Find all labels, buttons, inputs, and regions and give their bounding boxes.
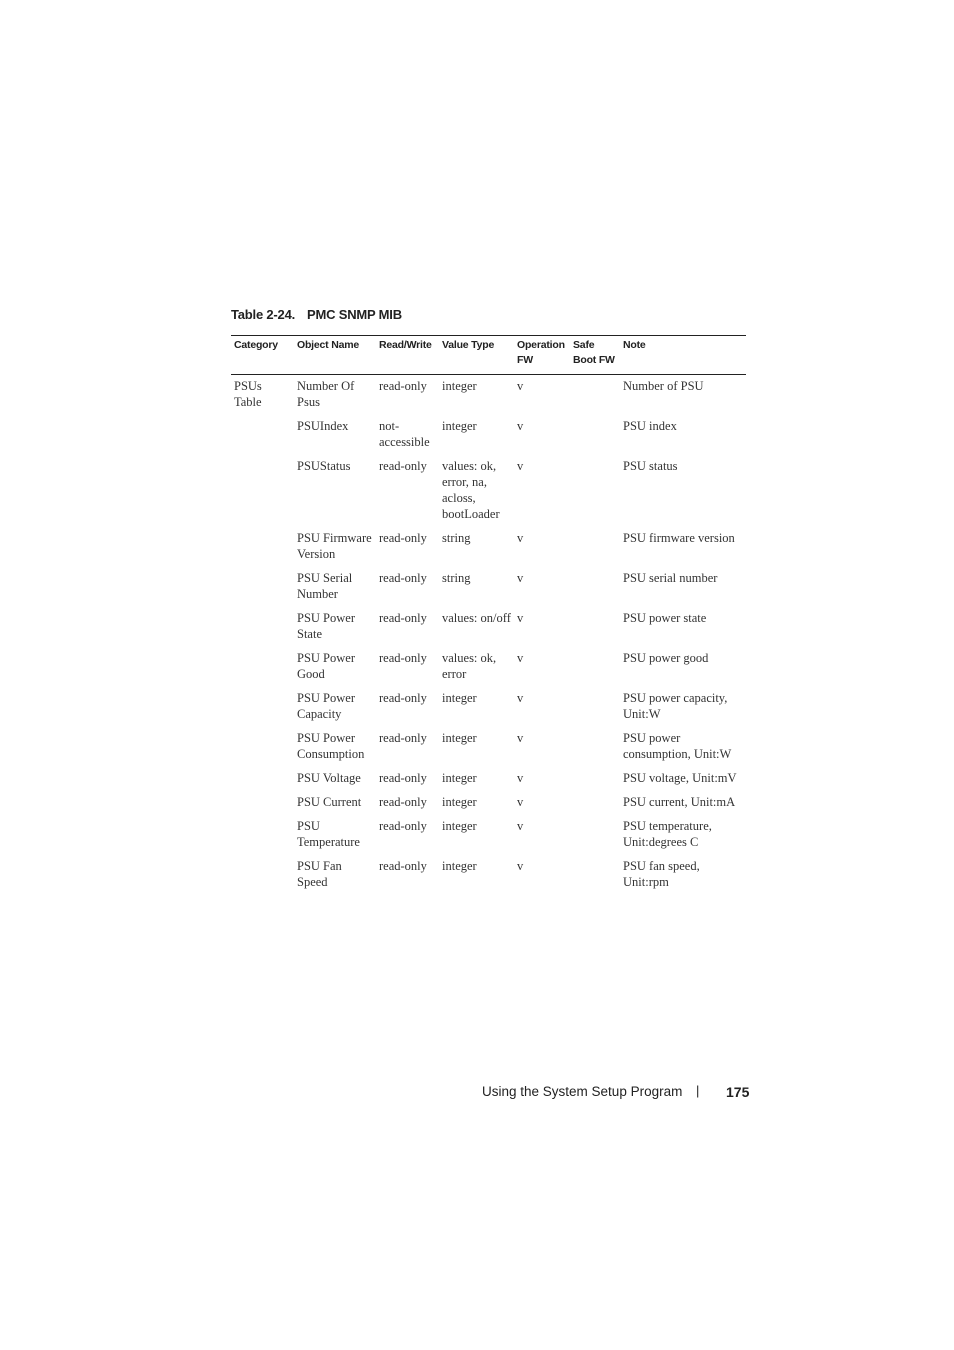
cell-read-write: read-only bbox=[379, 459, 427, 473]
cell-object-name: PSUStatus bbox=[297, 459, 351, 473]
table-row bbox=[231, 650, 746, 690]
cell-safe-boot-fw bbox=[570, 650, 620, 690]
cell-read-write: read-only bbox=[379, 531, 427, 545]
header-object-name: Object Name bbox=[297, 339, 359, 351]
cell-note: PSU power consumption, Unit:W bbox=[623, 731, 732, 761]
table-header bbox=[231, 336, 746, 375]
table-caption-title: PMC SNMP MIB bbox=[307, 307, 402, 322]
footer-separator: | bbox=[696, 1083, 700, 1098]
cell-safe-boot-fw bbox=[570, 818, 620, 858]
cell-safe-boot-fw bbox=[570, 375, 620, 419]
header-safe-boot-fw: Safe Boot FW bbox=[573, 339, 615, 366]
cell-note: PSU temperature, Unit:degrees C bbox=[623, 819, 712, 849]
cell-category bbox=[231, 530, 294, 570]
table-row bbox=[231, 458, 746, 530]
cell-object-name: PSU Power Capacity bbox=[297, 691, 355, 721]
table-row bbox=[231, 530, 746, 570]
table-row bbox=[231, 818, 746, 858]
cell-operation-fw: v bbox=[517, 819, 524, 833]
cell-category bbox=[231, 458, 294, 530]
cell-note: PSU fan speed, Unit:rpm bbox=[623, 859, 700, 889]
cell-read-write: read-only bbox=[379, 795, 427, 809]
cell-read-write: not-accessible bbox=[379, 419, 430, 449]
cell-note: PSU power capacity, Unit:W bbox=[623, 691, 728, 721]
cell-note: PSU firmware version bbox=[623, 531, 735, 545]
cell-object-name: PSU Serial Number bbox=[297, 571, 353, 601]
cell-value-type: string bbox=[442, 571, 471, 585]
table-row bbox=[231, 770, 746, 794]
cell-object-name: PSU Temperature bbox=[297, 819, 360, 849]
cell-note: PSU power state bbox=[623, 611, 707, 625]
cell-value-type: integer bbox=[442, 771, 477, 785]
cell-object-name: PSU Voltage bbox=[297, 771, 361, 785]
table-body bbox=[231, 375, 746, 899]
cell-object-name: PSU Power State bbox=[297, 611, 355, 641]
cell-read-write: read-only bbox=[379, 859, 427, 873]
cell-category bbox=[231, 730, 294, 770]
cell-read-write: read-only bbox=[379, 819, 427, 833]
cell-category bbox=[231, 690, 294, 730]
cell-safe-boot-fw bbox=[570, 418, 620, 458]
cell-operation-fw: v bbox=[517, 731, 524, 745]
cell-value-type: string bbox=[442, 531, 471, 545]
cell-category bbox=[231, 610, 294, 650]
cell-safe-boot-fw bbox=[570, 858, 620, 898]
cell-operation-fw: v bbox=[517, 651, 524, 665]
cell-safe-boot-fw bbox=[570, 770, 620, 794]
table-caption-label: Table 2-24. bbox=[231, 307, 296, 322]
cell-object-name: PSU Current bbox=[297, 795, 362, 809]
cell-value-type: integer bbox=[442, 419, 477, 433]
cell-safe-boot-fw bbox=[570, 610, 620, 650]
cell-safe-boot-fw bbox=[570, 730, 620, 770]
cell-operation-fw: v bbox=[517, 419, 524, 433]
cell-note: PSU index bbox=[623, 419, 677, 433]
table-row bbox=[231, 610, 746, 650]
footer-section-title: Using the System Setup Program bbox=[482, 1084, 683, 1099]
cell-safe-boot-fw bbox=[570, 530, 620, 570]
cell-operation-fw: v bbox=[517, 531, 524, 545]
cell-object-name: PSUIndex bbox=[297, 419, 349, 433]
cell-safe-boot-fw bbox=[570, 794, 620, 818]
header-read-write: Read/Write bbox=[379, 339, 432, 351]
cell-safe-boot-fw bbox=[570, 458, 620, 530]
cell-category bbox=[231, 570, 294, 610]
cell-category bbox=[231, 770, 294, 794]
cell-category bbox=[231, 418, 294, 458]
cell-object-name: PSU Firmware Version bbox=[297, 531, 372, 561]
cell-safe-boot-fw bbox=[570, 690, 620, 730]
cell-operation-fw: v bbox=[517, 691, 524, 705]
cell-value-type: integer bbox=[442, 379, 477, 393]
header-note: Note bbox=[623, 339, 646, 351]
cell-read-write: read-only bbox=[379, 379, 427, 393]
mib-table bbox=[231, 335, 746, 898]
header-value-type: Value Type bbox=[442, 339, 495, 351]
table-row bbox=[231, 375, 746, 419]
cell-read-write: read-only bbox=[379, 731, 427, 745]
cell-operation-fw: v bbox=[517, 795, 524, 809]
cell-object-name: PSU Fan Speed bbox=[297, 859, 342, 889]
cell-category: PSUs Table bbox=[234, 379, 262, 409]
cell-note: PSU serial number bbox=[623, 571, 718, 585]
cell-read-write: read-only bbox=[379, 771, 427, 785]
cell-operation-fw: v bbox=[517, 859, 524, 873]
cell-category bbox=[231, 794, 294, 818]
table-row bbox=[231, 690, 746, 730]
cell-safe-boot-fw bbox=[570, 570, 620, 610]
table-row bbox=[231, 858, 746, 898]
cell-operation-fw: v bbox=[517, 771, 524, 785]
cell-note: PSU current, Unit:mA bbox=[623, 795, 736, 809]
cell-value-type: integer bbox=[442, 691, 477, 705]
page-number: 175 bbox=[726, 1084, 750, 1100]
cell-value-type: integer bbox=[442, 795, 477, 809]
cell-object-name: PSU Power Consumption bbox=[297, 731, 365, 761]
cell-note: PSU status bbox=[623, 459, 678, 473]
cell-object-name: PSU Power Good bbox=[297, 651, 355, 681]
table-row bbox=[231, 418, 746, 458]
cell-read-write: read-only bbox=[379, 571, 427, 585]
cell-operation-fw: v bbox=[517, 459, 524, 473]
cell-value-type: values: ok, error, na, acloss, bootLoader bbox=[442, 459, 500, 521]
cell-read-write: read-only bbox=[379, 691, 427, 705]
cell-category bbox=[231, 858, 294, 898]
table-row bbox=[231, 794, 746, 818]
cell-note: PSU power good bbox=[623, 651, 709, 665]
cell-category bbox=[231, 818, 294, 858]
cell-operation-fw: v bbox=[517, 571, 524, 585]
cell-operation-fw: v bbox=[517, 379, 524, 393]
cell-value-type: integer bbox=[442, 819, 477, 833]
header-row bbox=[231, 336, 746, 375]
cell-object-name: Number Of Psus bbox=[297, 379, 355, 409]
cell-note: PSU voltage, Unit:mV bbox=[623, 771, 737, 785]
cell-value-type: values: on/off bbox=[442, 611, 511, 625]
table-row bbox=[231, 570, 746, 610]
table-row bbox=[231, 730, 746, 770]
cell-category bbox=[231, 650, 294, 690]
cell-read-write: read-only bbox=[379, 611, 427, 625]
table-caption bbox=[231, 307, 402, 322]
cell-value-type: values: ok, error bbox=[442, 651, 497, 681]
cell-value-type: integer bbox=[442, 731, 477, 745]
header-category: Category bbox=[234, 339, 278, 351]
header-operation-fw: Operation FW bbox=[517, 339, 565, 366]
cell-read-write: read-only bbox=[379, 651, 427, 665]
cell-value-type: integer bbox=[442, 859, 477, 873]
cell-operation-fw: v bbox=[517, 611, 524, 625]
cell-note: Number of PSU bbox=[623, 379, 704, 393]
